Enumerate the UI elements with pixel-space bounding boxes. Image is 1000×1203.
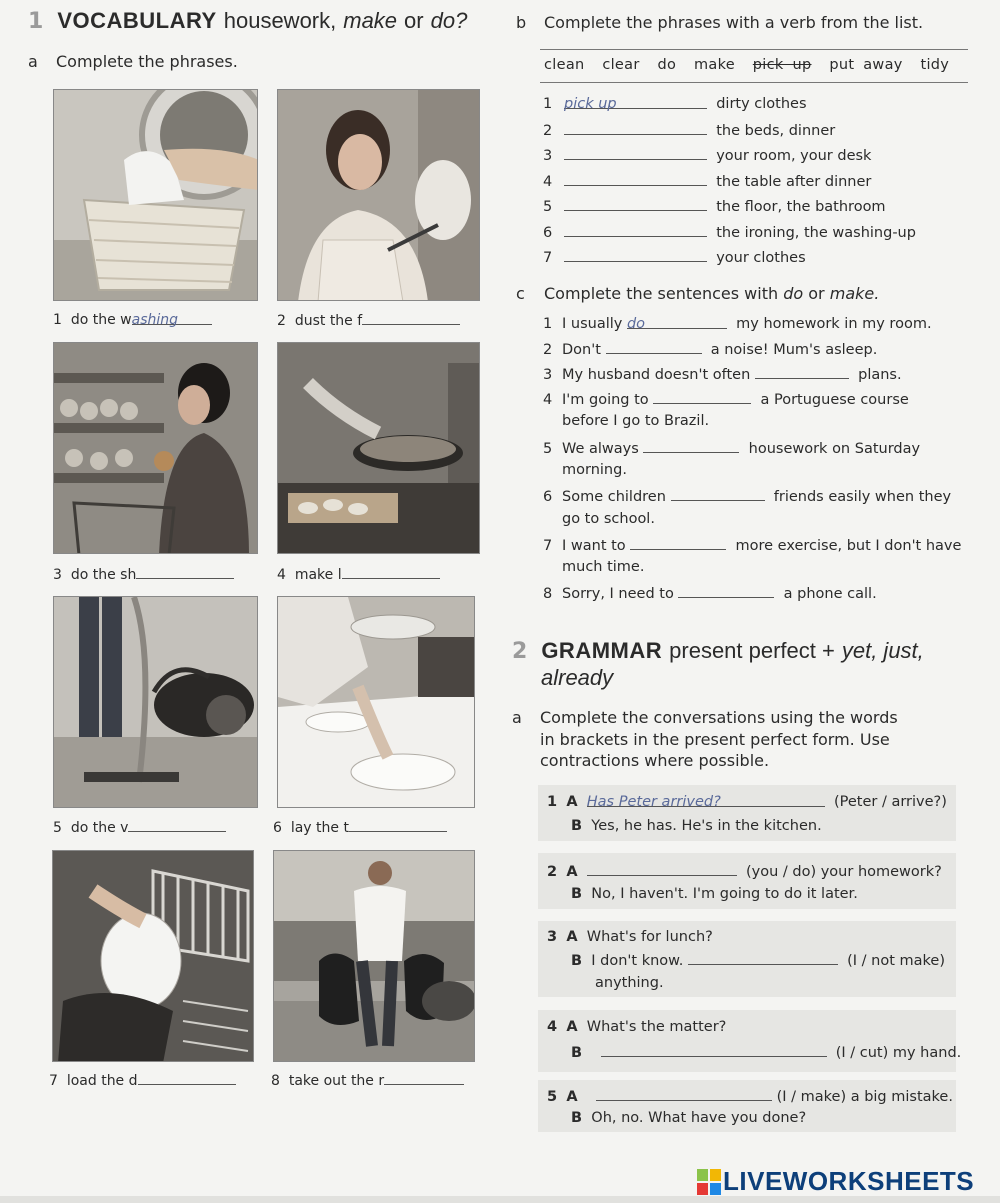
c-item-line2: before I go to Brazil. bbox=[562, 413, 710, 429]
conv-hint: (I / cut) my hand. bbox=[835, 1045, 962, 1061]
conv-hint: (Peter / arrive?) bbox=[833, 794, 947, 810]
b-item bbox=[543, 224, 916, 250]
conv-text: No, I haven't. I'm going to do it later. bbox=[591, 886, 858, 902]
section1c-or: or bbox=[808, 284, 825, 303]
b-item-text: your clothes bbox=[716, 250, 806, 266]
answer-field[interactable] bbox=[349, 819, 447, 832]
conv-text: Yes, he has. He's in the kitchen. bbox=[591, 818, 822, 834]
c-item-line2: much time. bbox=[562, 559, 645, 575]
photo-dishwasher bbox=[52, 850, 254, 1062]
answer-field[interactable] bbox=[564, 122, 707, 135]
section1c-letter: c bbox=[516, 284, 525, 303]
b-item-text: the table after dinner bbox=[716, 173, 872, 190]
caption-text: do the w bbox=[70, 312, 132, 328]
conv4-a-line bbox=[547, 1019, 726, 1035]
c-item-after: plans. bbox=[858, 367, 902, 383]
c-item-before: We always bbox=[562, 441, 639, 457]
section1a-letter: a bbox=[28, 52, 38, 71]
speaker-a: A bbox=[566, 794, 578, 810]
c-item-4 bbox=[543, 391, 909, 408]
section1-number: 1 bbox=[28, 9, 44, 34]
word: make bbox=[693, 57, 735, 73]
speaker-a: A bbox=[566, 1089, 578, 1105]
section1-title-make: make bbox=[343, 8, 398, 33]
section1-title-rest: housework, bbox=[223, 8, 337, 33]
speaker-b: B bbox=[571, 818, 583, 834]
answer-field[interactable] bbox=[653, 391, 751, 404]
wordlist bbox=[544, 57, 949, 73]
c-item-before: I usually bbox=[562, 316, 623, 332]
conv4-b-line bbox=[571, 1044, 961, 1061]
c-item-number: 8 bbox=[543, 586, 553, 602]
photo-lay-table bbox=[277, 596, 475, 808]
caption-number: 1 bbox=[53, 312, 62, 328]
answer-field[interactable] bbox=[671, 488, 765, 501]
c-item-after: more exercise, but I don't have bbox=[735, 538, 962, 554]
conv-number: 1 bbox=[547, 794, 558, 810]
c-item-before: I'm going to bbox=[562, 392, 649, 408]
photo-shopping bbox=[53, 342, 258, 554]
section1b-letter: b bbox=[516, 13, 527, 32]
answer-field[interactable]: pick up bbox=[564, 96, 707, 109]
section1c-instruction bbox=[516, 284, 879, 303]
conv-number: 5 bbox=[547, 1089, 558, 1105]
conv5-a-line bbox=[547, 1088, 953, 1105]
c-item-after: housework on Saturday bbox=[748, 441, 921, 457]
photo-rubbish bbox=[273, 850, 475, 1062]
wordlist-top-rule bbox=[540, 49, 968, 50]
section2-number: 2 bbox=[512, 639, 528, 664]
c-item-line2: go to school. bbox=[562, 511, 655, 527]
answer-field[interactable] bbox=[138, 1072, 236, 1085]
instruction-line: Complete the conversations using the words bbox=[540, 708, 898, 727]
caption-4 bbox=[277, 566, 440, 583]
c-item-after: friends easily when they bbox=[773, 489, 952, 505]
caption-number: 2 bbox=[277, 313, 286, 329]
c-item-1 bbox=[543, 316, 932, 332]
b-item-number: 3 bbox=[543, 148, 553, 164]
conv-text: Oh, no. What have you done? bbox=[591, 1110, 807, 1126]
c-item-after: a Portuguese course bbox=[760, 392, 909, 408]
b-item-number: 4 bbox=[543, 173, 553, 190]
conv-number: 3 bbox=[547, 929, 558, 945]
b-item-text: your room, your desk bbox=[716, 148, 872, 164]
conv-text: What's the matter? bbox=[586, 1019, 727, 1035]
answer-field[interactable]: Has Peter arrived? bbox=[587, 794, 825, 807]
section2-title-rest: present perfect + bbox=[669, 638, 835, 663]
word: clean bbox=[544, 57, 585, 73]
b-item bbox=[543, 198, 916, 224]
b-item-text: the beds, dinner bbox=[716, 122, 836, 139]
caption-text: lay the t bbox=[290, 820, 349, 836]
answer-field[interactable] bbox=[643, 440, 739, 453]
caption-number: 3 bbox=[53, 567, 62, 583]
c-item-number: 2 bbox=[543, 342, 553, 358]
c-item-line2: morning. bbox=[562, 462, 627, 478]
liveworksheets-logo bbox=[697, 1166, 974, 1197]
conv2-a-line bbox=[547, 863, 942, 880]
section1b-text: Complete the phrases with a verb from the list. bbox=[544, 13, 924, 32]
word: tidy bbox=[920, 57, 950, 73]
c-item-8 bbox=[543, 585, 877, 602]
b-item-text: dirty clothes bbox=[716, 96, 807, 112]
conv1-b-line bbox=[571, 818, 822, 834]
speaker-b: B bbox=[571, 886, 583, 902]
page-bottom-edge bbox=[0, 1196, 1000, 1203]
section1c-do: do bbox=[783, 284, 804, 303]
b-item bbox=[543, 249, 916, 275]
answer-field[interactable] bbox=[564, 249, 707, 262]
caption-text: do the sh bbox=[70, 567, 137, 583]
answer-field[interactable] bbox=[564, 198, 707, 211]
photo-vacuum bbox=[53, 596, 258, 808]
caption-number: 8 bbox=[271, 1073, 280, 1089]
section2-title-bold: GRAMMAR bbox=[541, 638, 663, 663]
c-item-3 bbox=[543, 366, 902, 383]
caption-number: 4 bbox=[277, 567, 286, 583]
answer-field[interactable] bbox=[564, 173, 707, 186]
answer-field[interactable] bbox=[587, 863, 737, 876]
answer-field[interactable]: ashing bbox=[132, 312, 212, 325]
conv-line2: anything. bbox=[595, 975, 664, 991]
answer-field[interactable] bbox=[564, 147, 707, 160]
photo-laundry bbox=[53, 89, 258, 301]
caption-text: dust the f bbox=[294, 313, 363, 329]
b-item bbox=[543, 173, 916, 199]
b-item bbox=[543, 122, 916, 148]
c-item-before: Some children bbox=[562, 489, 666, 505]
c-item-2 bbox=[543, 341, 877, 358]
caption-3 bbox=[53, 566, 234, 583]
c-item-5 bbox=[543, 440, 920, 457]
section1-title-bold: VOCABULARY bbox=[57, 8, 217, 33]
section2a-letter: a bbox=[512, 708, 522, 727]
caption-5 bbox=[53, 819, 226, 836]
answer-field[interactable] bbox=[688, 952, 838, 965]
answer-field[interactable] bbox=[384, 1072, 464, 1085]
conv3-b-line bbox=[571, 952, 945, 969]
wordlist-bottom-rule bbox=[540, 82, 968, 83]
c-item-number: 5 bbox=[543, 441, 553, 457]
word: clear bbox=[602, 57, 640, 73]
answer-field[interactable] bbox=[596, 1088, 772, 1101]
caption-text: take out the r bbox=[288, 1073, 385, 1089]
instruction-line: contractions where possible. bbox=[540, 751, 770, 770]
conv-hint: (I / not make) bbox=[847, 953, 946, 969]
answer-field[interactable] bbox=[564, 224, 707, 237]
c-item-number: 1 bbox=[543, 316, 553, 332]
b-item bbox=[543, 96, 916, 122]
caption-number: 6 bbox=[273, 820, 282, 836]
conv3-a-line bbox=[547, 929, 713, 945]
answer-field[interactable] bbox=[136, 566, 234, 579]
caption-1 bbox=[53, 312, 212, 328]
speaker-b: B bbox=[571, 953, 583, 969]
section1c-make: make. bbox=[829, 284, 880, 303]
conv-hint: (you / do) your homework? bbox=[745, 864, 942, 880]
b-item-number: 1 bbox=[543, 96, 553, 112]
b-item-text: the ironing, the washing-up bbox=[716, 224, 916, 241]
caption-number: 5 bbox=[53, 820, 62, 836]
speaker-a: A bbox=[566, 1019, 578, 1035]
b-item-number: 6 bbox=[543, 224, 553, 241]
section1b-instruction bbox=[516, 13, 923, 32]
c-item-6 bbox=[543, 488, 951, 505]
section1c-text: Complete the sentences with bbox=[544, 284, 779, 303]
c-item-before: My husband doesn't often bbox=[562, 367, 751, 383]
section1-title bbox=[28, 8, 467, 34]
speaker-a: A bbox=[566, 864, 578, 880]
answer-field[interactable] bbox=[342, 566, 440, 579]
c-item-after: a phone call. bbox=[783, 586, 877, 602]
speaker-b: B bbox=[571, 1045, 583, 1061]
caption-8 bbox=[271, 1072, 464, 1089]
c-item-number: 4 bbox=[543, 392, 553, 408]
word: put away bbox=[829, 57, 903, 73]
c-item-7 bbox=[543, 537, 961, 554]
logo-icon bbox=[697, 1169, 721, 1195]
caption-number: 7 bbox=[49, 1073, 58, 1089]
b-item-number: 5 bbox=[543, 199, 553, 215]
answer-field[interactable]: do bbox=[627, 316, 727, 329]
section1a-text: Complete the phrases. bbox=[56, 52, 238, 71]
answer-field[interactable] bbox=[362, 312, 460, 325]
section1b-list bbox=[543, 96, 916, 275]
answer-field[interactable] bbox=[128, 819, 226, 832]
b-item-number: 2 bbox=[543, 122, 553, 139]
section1-title-do: do? bbox=[430, 8, 468, 33]
word: do bbox=[657, 57, 677, 73]
caption-text: load the d bbox=[66, 1073, 138, 1089]
logo-text: LIVEWORKSHEETS bbox=[723, 1166, 975, 1196]
section2-title-italic: yet, just, bbox=[841, 638, 924, 663]
c-item-number: 3 bbox=[543, 367, 553, 383]
answer-field[interactable] bbox=[755, 366, 849, 379]
instruction-line: in brackets in the present perfect form. Use bbox=[540, 729, 890, 749]
conv-text: What's for lunch? bbox=[586, 929, 713, 945]
caption-text: do the v bbox=[70, 820, 129, 836]
conv5-b-line bbox=[571, 1110, 806, 1126]
answer-field[interactable] bbox=[678, 585, 774, 598]
c-item-number: 7 bbox=[543, 538, 553, 554]
caption-text: make l bbox=[294, 567, 342, 583]
c-item-before: Sorry, I need to bbox=[562, 586, 674, 602]
speaker-b: B bbox=[571, 1110, 583, 1126]
photo-cooking bbox=[277, 342, 480, 554]
section2a-instruction bbox=[512, 707, 898, 772]
c-item-after: my homework in my room. bbox=[736, 316, 932, 332]
c-item-number: 6 bbox=[543, 489, 553, 505]
section1a-instruction bbox=[28, 52, 238, 71]
b-item-number: 7 bbox=[543, 250, 553, 266]
conv-text: I don't know. bbox=[591, 953, 684, 969]
c-item-before: Don't bbox=[562, 342, 601, 358]
caption-6 bbox=[273, 819, 447, 836]
c-item-before: I want to bbox=[562, 538, 626, 554]
section2-title bbox=[512, 638, 924, 664]
conv-number: 4 bbox=[547, 1019, 558, 1035]
b-item bbox=[543, 147, 916, 173]
section2-title-italic2: already bbox=[541, 665, 614, 690]
caption-7 bbox=[49, 1072, 236, 1089]
speaker-a: A bbox=[566, 929, 578, 945]
conv1-a-line bbox=[547, 794, 947, 810]
answer-field[interactable] bbox=[601, 1044, 827, 1057]
c-item-after: a noise! Mum's asleep. bbox=[710, 342, 878, 358]
caption-2 bbox=[277, 312, 460, 329]
section2-title-line2 bbox=[541, 665, 613, 691]
b-item-text: the floor, the bathroom bbox=[716, 199, 886, 215]
conv2-b-line bbox=[571, 886, 858, 902]
answer-field[interactable] bbox=[606, 341, 702, 354]
section1-title-or: or bbox=[404, 8, 424, 33]
photo-dusting bbox=[277, 89, 480, 301]
answer-field[interactable] bbox=[630, 537, 726, 550]
word-used: pick up bbox=[752, 57, 812, 73]
conv-hint: (I / make) a big mistake. bbox=[776, 1089, 953, 1105]
conv-number: 2 bbox=[547, 864, 558, 880]
